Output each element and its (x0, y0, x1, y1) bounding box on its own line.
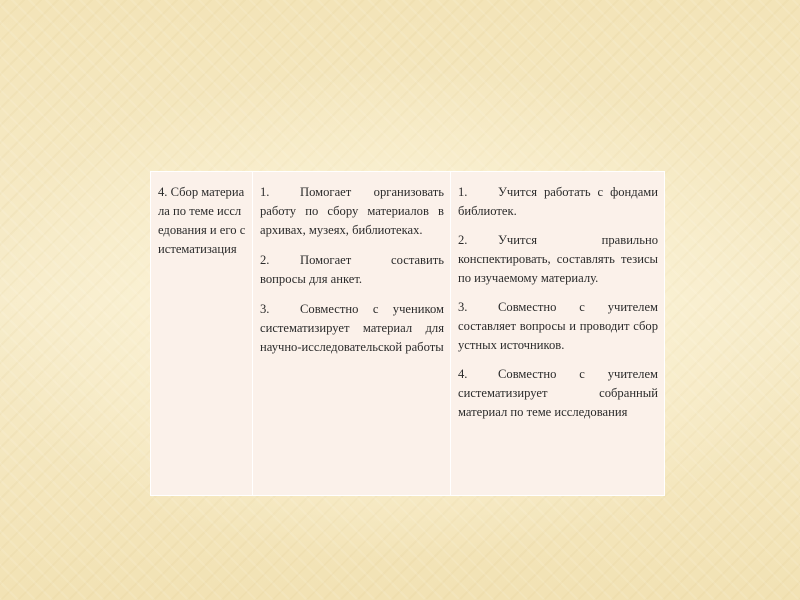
item-text: Учится работать с фондами библиотек. (458, 185, 658, 218)
student-item (458, 231, 658, 288)
teacher-item (260, 300, 444, 357)
item-number: 4. (458, 367, 468, 381)
item-text: Совместно с учеником систематизирует материал для научно-исследовательской работы (260, 302, 444, 354)
item-number: 2. (260, 253, 270, 267)
item-text: Помогает организовать работу по сбору материалов в архивах, музеях, библиотеках. (260, 185, 444, 237)
item-text: Учится правильно конспектировать, составлять тезисы по изучаемому материалу. (458, 233, 658, 285)
teacher-item (260, 251, 444, 289)
item-number: 1. (260, 185, 270, 199)
item-number: 2. (458, 233, 468, 247)
item-number: 3. (260, 302, 270, 316)
item-text: Совместно с учителем систематизирует собранный материал по теме исследования (458, 367, 658, 419)
item-number: 3. (458, 300, 468, 314)
item-number: 1. (458, 185, 468, 199)
student-item (458, 183, 658, 221)
item-text: Помогает составить вопросы для анкет. (260, 253, 444, 286)
student-cell (451, 172, 665, 496)
stage-text: 4. Сбор материала по теме исследования и его систематизация (158, 185, 246, 256)
item-text: Совместно с учителем составляет вопросы и проводит сбор устных источников. (458, 300, 658, 352)
content-table (150, 171, 665, 496)
teacher-cell (253, 172, 451, 496)
teacher-item (260, 183, 444, 240)
student-item (458, 298, 658, 355)
table-row (151, 172, 665, 496)
stage-cell (151, 172, 253, 496)
student-item (458, 365, 658, 422)
